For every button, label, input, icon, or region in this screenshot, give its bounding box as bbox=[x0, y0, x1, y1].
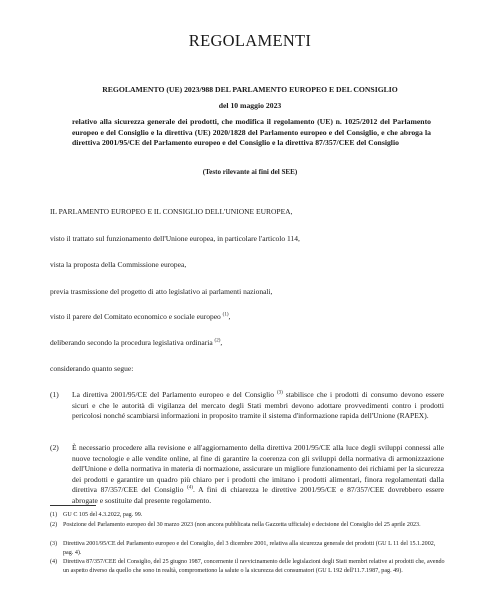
committee-text: visto il parere del Comitato economico e sociale europeo bbox=[50, 312, 221, 321]
preamble-committee bbox=[50, 312, 450, 322]
footnote-text: Direttiva 2001/95/CE del Parlamento europeo e del Consiglio, del 3 dicembre 2001, relativa alla sicurezza generale dei prodotti (GU L 11 del 15.1.2002, pag. 4). bbox=[63, 541, 436, 556]
preamble-transmission: previa trasmissione del progetto di atto legislativo ai parlamenti nazionali, bbox=[50, 287, 273, 296]
recital-number: (1) bbox=[50, 390, 59, 399]
footnote-ref-1[interactable]: (1) bbox=[222, 312, 229, 318]
recital-text-part: stabilisce che i prodotti di consumo devono essere sicuri e che le autorità di vigilanza del mercato degli Stati membri devono adottare provvedimenti contro i prodotti pericolosi nonché scambiarsi informazioni in proposito tramite il sistema d'informazione rapida dell'Unione (RAPEX). bbox=[72, 390, 444, 421]
recital-text-part: . A fini di chiarezza le direttive 2001/95/CE e 87/357/CEE dovrebbero essere abrogate e sostituite dal presente regolamento. bbox=[72, 485, 444, 505]
committee-end: , bbox=[228, 312, 231, 321]
regulation-date: del 10 maggio 2023 bbox=[218, 101, 282, 110]
footnote-ref-2[interactable]: (2) bbox=[214, 338, 221, 344]
preamble-procedure bbox=[50, 338, 450, 348]
footnote-separator bbox=[50, 505, 96, 506]
recital-text bbox=[72, 390, 444, 422]
footnote-ref-4[interactable]: (4) bbox=[187, 485, 193, 491]
preamble-proposal: vista la proposta della Commissione europea, bbox=[50, 260, 187, 269]
eea-relevance-note: (Testo rilevante ai fini del SEE) bbox=[202, 168, 298, 176]
preamble-authority: IL PARLAMENTO EUROPEO E IL CONSIGLIO DELL'UNIONE EUROPEA, bbox=[50, 207, 293, 216]
recital-text-part: La direttiva 2001/95/CE del Parlamento europeo e del Consiglio bbox=[72, 390, 277, 399]
footnote-text: Direttiva 87/357/CEE del Consiglio, del 25 giugno 1987, concernente il ravvicinamento delle legislazioni degli Stati membri relative ai prodotti che, avendo un aspetto diverso da quello che sono in realtà, compromettono la salute o la sicurezza dei consumatori (GU L 192 dell'11.7.1987, pag. 49). bbox=[63, 559, 445, 574]
procedure-text: deliberando secondo la procedura legislativa ordinaria bbox=[50, 338, 213, 347]
regulation-title: REGOLAMENTO (UE) 2023/988 DEL PARLAMENTO EUROPEO E DEL CONSIGLIO bbox=[102, 85, 398, 94]
recital-text-part: È necessario procedere alla revisione e all'aggiornamento della direttiva 2001/95/CE alla luce degli sviluppi connessi alle nuove tecnologie e alle vendite online, al fine di garantire la coerenza con gli sviluppi della normativa di armonizzazione dell'Unione e della normativa in materia di normazione, assicurare un migliore funzionamento dei richiami per la sicurezza dei prodotti e garantire un quadro più chiaro per i prodotti che imitano i prodotti alimentari, finora regolamentati dalla direttiva 87/357/CEE del Consiglio bbox=[72, 443, 444, 495]
section-header: REGOLAMENTI bbox=[188, 31, 312, 50]
preamble-treaty: visto il trattato sul funzionamento dell'Unione europea, in particolare l'articolo 114, bbox=[50, 234, 300, 243]
footnote-mark: (2) bbox=[50, 522, 58, 528]
regulation-subject: relativo alla sicurezza generale dei prodotti, che modifica il regolamento (UE) n. 1025/2012 del Parlamento europeo e del Consiglio e la direttiva (UE) 2020/1828 del Parlamento europeo e del Consiglio, e che abroga la direttiva 2001/95/CE del Parlamento europeo e del Consiglio e la direttiva 87/357/CEE del Consiglio bbox=[72, 117, 431, 147]
recital-text bbox=[72, 443, 444, 507]
recital-number: (2) bbox=[50, 443, 59, 452]
preamble-considering: considerando quanto segue: bbox=[50, 364, 134, 373]
footnote-ref-3[interactable]: (3) bbox=[276, 390, 283, 396]
procedure-end: , bbox=[220, 338, 223, 347]
footnote-text: Posizione del Parlamento europeo del 30 marzo 2023 (non ancora pubblicata nella Gazzetta ufficiale) e decisione del Consiglio del 25 aprile 2023. bbox=[63, 522, 421, 528]
footnote-mark: (4) bbox=[50, 559, 58, 565]
footnote-text: GU C 105 del 4.3.2022, pag. 99. bbox=[63, 512, 143, 518]
footnote-mark: (3) bbox=[50, 541, 58, 547]
footnote-mark: (1) bbox=[50, 512, 58, 518]
